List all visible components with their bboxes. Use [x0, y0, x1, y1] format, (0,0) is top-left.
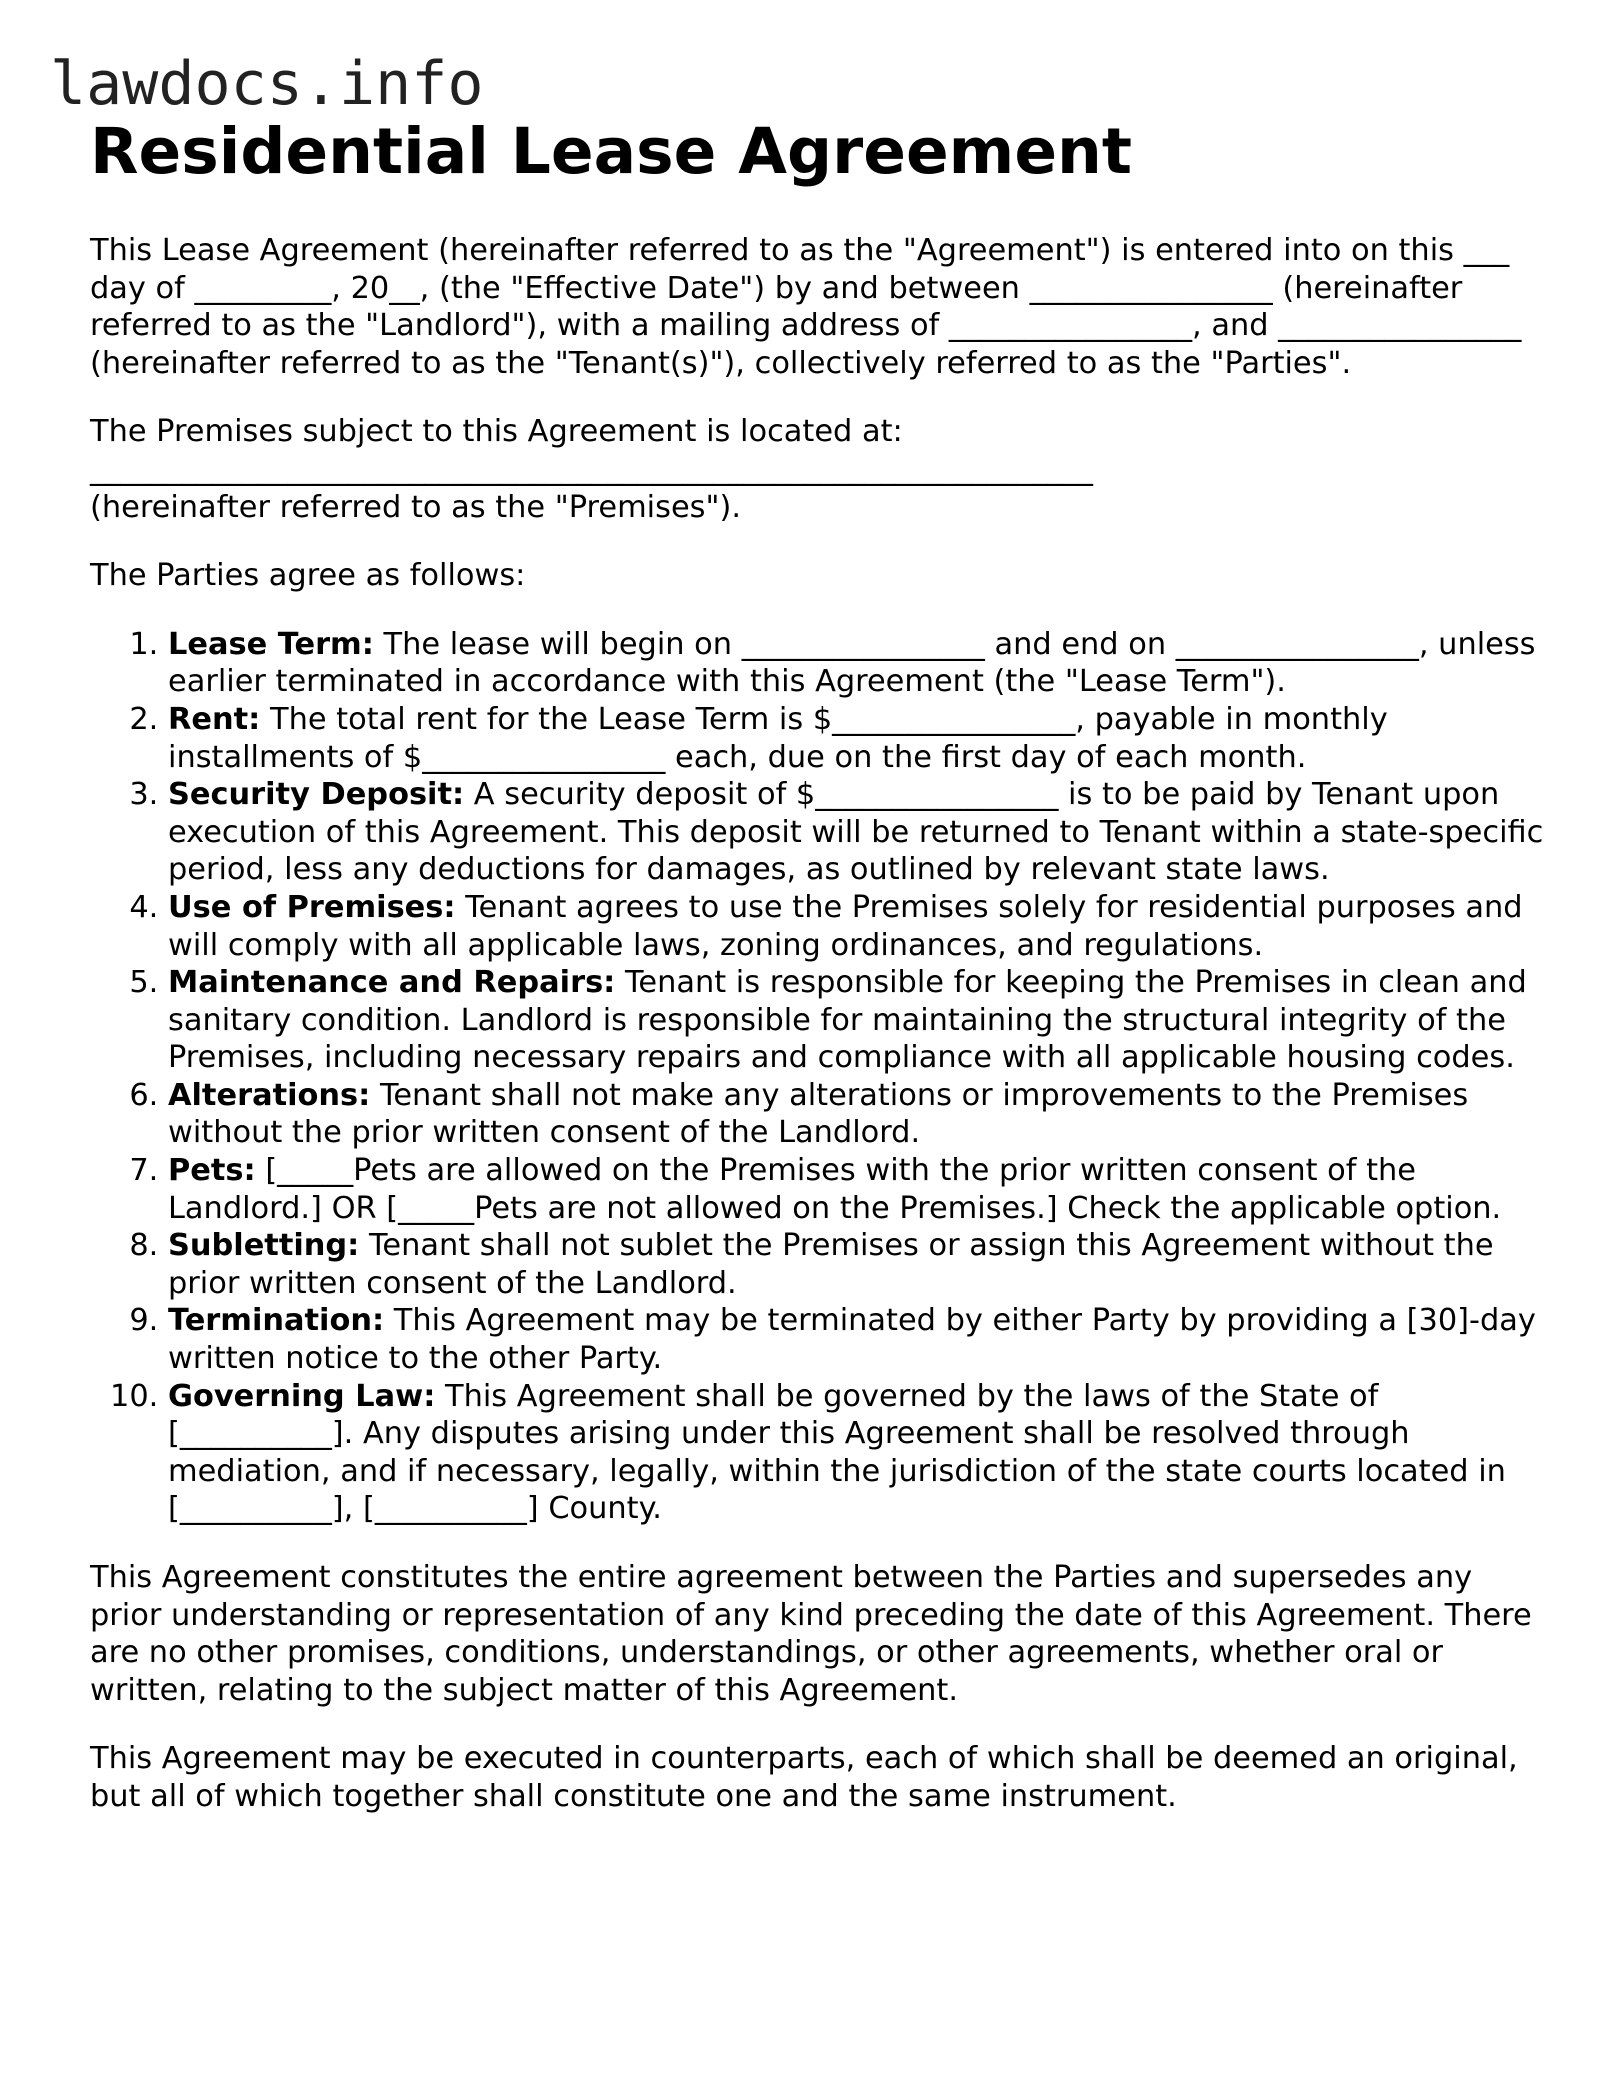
clause-text: This Agreement may be terminated by either Party by providing a [30]-day written notice to the other Party. [168, 1303, 1536, 1377]
clause-use-of-premises [168, 889, 1550, 964]
clause-text: Tenant shall not sublet the Premises or assign this Agreement without the prior written consent of the Landlord. [168, 1228, 1494, 1301]
document-title: Residential Lease Agreement [90, 115, 1133, 188]
clause-heading: Rent: [168, 701, 261, 737]
clause-heading: Lease Term: [168, 626, 374, 662]
premises-tail: (hereinafter referred to as the "Premises"). [90, 489, 741, 525]
clause-lease-term [168, 626, 1550, 701]
clause-text: [_____Pets are allowed on the Premises with the prior written consent of the Landlord.] OR [_____Pets are not allowed on the Premises.] Check the applicable option. [168, 1153, 1502, 1226]
clause-governing-law [168, 1378, 1550, 1528]
agree-line: The Parties agree as follows: [90, 558, 526, 594]
clause-heading: Pets: [168, 1153, 256, 1189]
clause-heading: Use of Premises: [168, 889, 456, 925]
clause-termination [168, 1302, 1550, 1377]
clause-subletting [168, 1227, 1550, 1302]
clause-heading: Alterations: [168, 1077, 371, 1113]
clause-text: Tenant shall not make any alterations or improvements to the Premises without the prior written consent of the Landlord. [168, 1077, 1469, 1151]
clause-alterations [168, 1077, 1550, 1152]
clause-text: This Agreement shall be governed by the laws of the State of [__________]. Any disputes arising under this Agreement shall be resolved through mediation, and if necessary, legally, within the jurisdiction of the state courts located in [__________], [__________] County. [168, 1378, 1506, 1527]
clause-heading: Subletting: [168, 1228, 360, 1264]
document-body [90, 112, 1550, 1847]
clause-heading: Governing Law: [168, 1378, 436, 1414]
clause-text: The total rent for the Lease Term is $________________, payable in monthly installments of $________________ each, due on the first day of each month. [168, 701, 1388, 775]
clause-text: Tenant is responsible for keeping the Premises in clean and sanitary condition. Landlord is responsible for maintaining the structural integrity of the Premises, including necessary repairs and compliance with all applicable housing codes. [168, 965, 1527, 1076]
clause-security-deposit [168, 776, 1550, 889]
clause-list [90, 626, 1550, 1528]
counterparts-paragraph: This Agreement may be executed in counterparts, each of which shall be deemed an original, but all of which together shall constitute one and the same instrument. [90, 1741, 1518, 1814]
clause-text: The lease will begin on ________________ and end on ________________, unless earlier terminated in accordance with this Agreement (the "Lease Term"). [168, 626, 1536, 700]
clause-maintenance-repairs [168, 964, 1550, 1077]
clause-heading: Maintenance and Repairs: [168, 965, 616, 1001]
intro-paragraph: This Lease Agreement (hereinafter referred to as the "Agreement") is entered into on this ___ day of _________, 20__, (the "Effective Date") by and between ________________ (hereinafter referred to as the "Landlord"), with a mailing address of ________________, and ________________ (hereinafter referred to as the "Tenant(s)"), collectively referred to as the "Parties". [90, 233, 1522, 381]
clause-heading: Security Deposit: [168, 777, 465, 813]
clause-text: Tenant agrees to use the Premises solely for residential purposes and will comply with all applicable laws, zoning ordinances, and regulations. [168, 889, 1523, 963]
clause-rent [168, 701, 1550, 776]
premises-paragraph [90, 413, 1550, 526]
clause-pets [168, 1152, 1550, 1227]
premises-lead: The Premises subject to this Agreement is located at: [90, 414, 903, 450]
entire-agreement-paragraph: This Agreement constitutes the entire agreement between the Parties and supersedes any prior understanding or representation of any kind preceding the date of this Agreement. There are no other promises, conditions, understandings, or other agreements, whether oral or written, relating to the subject matter of this Agreement. [90, 1560, 1532, 1708]
clause-text: A security deposit of $________________ is to be paid by Tenant upon execution of this Agreement. This deposit will be returned to Tenant within a state-specific period, less any deductions for damages, as outlined by relevant state laws. [168, 777, 1544, 888]
clause-heading: Termination: [168, 1303, 385, 1339]
premises-address-blank: __________________________________________________________________ [90, 451, 1093, 487]
site-logo[interactable]: lawdocs.info [50, 49, 484, 119]
